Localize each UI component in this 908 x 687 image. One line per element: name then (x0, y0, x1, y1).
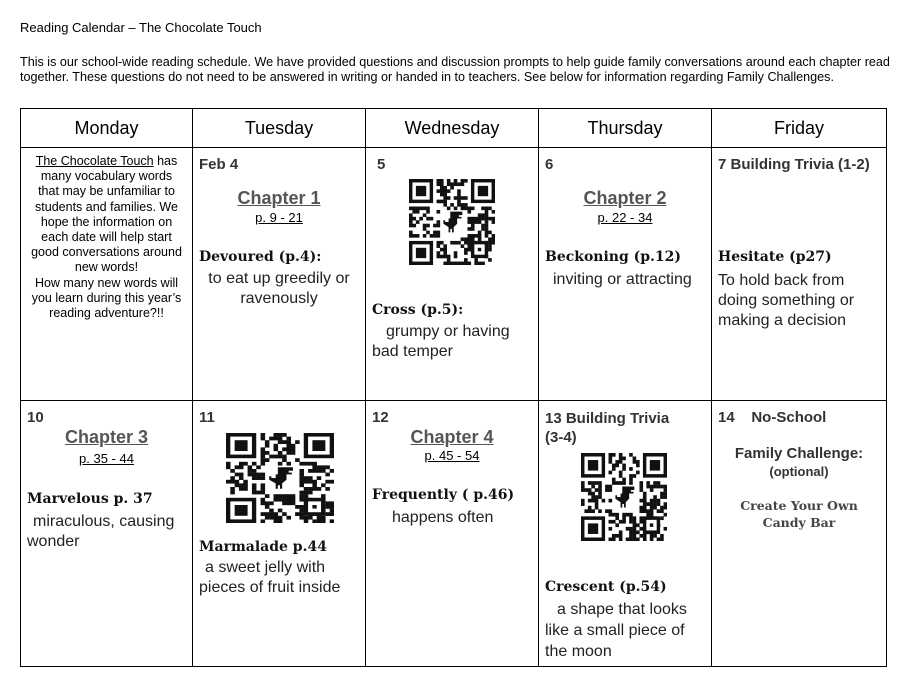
vocab-definition: miraculous, causing wonder (27, 513, 175, 550)
vocab-word: Marvelous p. 37 (27, 491, 153, 507)
cell-feb-11 (193, 401, 366, 667)
cell-feb-6 (539, 148, 712, 401)
qr-code-icon (581, 453, 667, 541)
vocab-word: Beckoning (p.12) (545, 249, 682, 265)
cell-week1-monday (21, 148, 193, 401)
date-label: 10 (27, 409, 44, 426)
header-friday: Friday (712, 109, 887, 148)
vocab-word: Devoured (p.4): (199, 249, 322, 265)
vocab-word: Crescent (p.54) (545, 579, 667, 595)
chapter-heading: Chapter 4 (410, 427, 494, 447)
week-1-row (21, 148, 887, 401)
chapter-heading: Chapter 2 (583, 188, 667, 208)
date-label: 14 No-School (718, 409, 827, 426)
date-label: 11 (199, 409, 215, 426)
vocab-word: Hesitate (p27) (718, 249, 832, 265)
vocab-word: Cross (p.5): (372, 302, 464, 318)
date-label: 5 (377, 156, 386, 173)
vocab-word: Marmalade p.44 (199, 539, 327, 555)
chapter-pages: p. 45 - 54 (424, 448, 480, 463)
vocab-definition: a shape that looks like a small piece of the moon (545, 601, 687, 660)
chapter-pages: p. 35 - 44 (79, 451, 134, 466)
header-thursday: Thursday (539, 109, 712, 148)
family-challenge-title: Family Challenge: (734, 445, 864, 462)
reading-calendar (20, 108, 887, 667)
vocab-definition: happens often (392, 509, 494, 526)
chapter-heading: Chapter 3 (64, 427, 149, 447)
vocab-definition: to eat up greedily or ravenously (208, 270, 350, 307)
date-label: 6 (545, 156, 554, 173)
date-label: Feb 4 (199, 156, 239, 173)
vocab-word: Frequently ( p.46) (372, 487, 515, 503)
cell-feb-4 (193, 148, 366, 401)
header-tuesday: Tuesday (193, 109, 366, 148)
vocab-definition: grumpy or having bad temper (372, 323, 510, 360)
chapter-heading: Chapter 1 (237, 188, 321, 208)
cell-feb-10 (21, 401, 193, 667)
book-title: The Chocolate Touch (35, 154, 154, 168)
date-label: 12 (372, 409, 389, 426)
vocab-definition: To hold back from doing something or making a decision (718, 272, 855, 329)
document-title: Reading Calendar – The Chocolate Touch (20, 20, 262, 35)
family-challenge-optional: (optional) (769, 464, 829, 479)
header-monday: Monday (21, 109, 193, 148)
family-challenge-text: Create Your Own Candy Bar (740, 498, 858, 530)
intro-note-question: How many new words will you learn during this year’s reading adventure?!! (31, 275, 182, 321)
intro-note-text: has many vocabulary words that may be unfamiliar to students and families. We hope the information on each date will help start good conversations around new words! (31, 154, 182, 275)
cell-feb-12 (366, 401, 539, 667)
date-label: 7 Building Trivia (1-2) (718, 156, 870, 173)
qr-code-icon (409, 179, 495, 265)
date-label: 13 Building Trivia (3-4) (545, 410, 670, 446)
chapter-pages: p. 9 - 21 (255, 210, 303, 225)
qr-code-icon (226, 433, 334, 523)
header-row (21, 109, 887, 148)
cell-feb-14 (712, 401, 887, 667)
cell-feb-5 (366, 148, 539, 401)
vocab-definition: inviting or attracting (553, 271, 692, 288)
chapter-pages: p. 22 - 34 (597, 210, 653, 225)
header-wednesday: Wednesday (366, 109, 539, 148)
week-2-row (21, 401, 887, 667)
intro-note (29, 154, 184, 321)
intro-paragraph: This is our school-wide reading schedule. We have provided questions and discussion prompts to help guide family conversations around each chapter read together. These questions do not need to be answered in writing or handed in to teachers. See below for information regarding Family Challenges. (20, 55, 890, 84)
cell-feb-13 (539, 401, 712, 667)
cell-feb-7 (712, 148, 887, 401)
vocab-definition: a sweet jelly with pieces of fruit inside (199, 559, 341, 596)
